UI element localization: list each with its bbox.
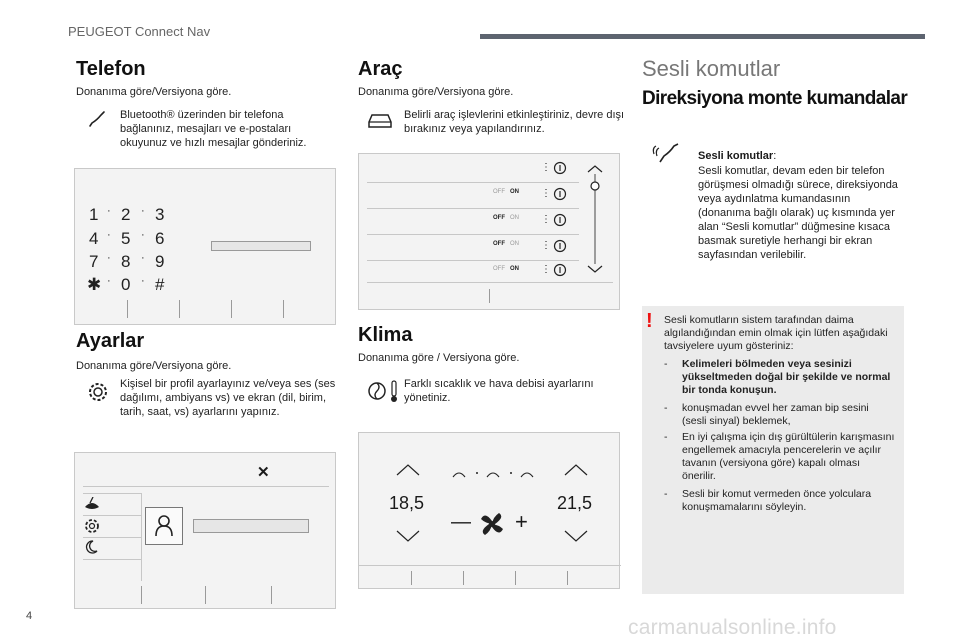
- divider: [83, 493, 141, 494]
- key-8[interactable]: 8: [121, 252, 131, 271]
- note-bullet-3: En iyi çalışma için dış gürültülerin karışmasını engellemek amacıyla pencerelerin ve açılır tavanın (versiyona göre) kapalı olması önerilir.: [682, 431, 895, 482]
- off-label: OFF: [493, 266, 505, 272]
- key-0[interactable]: 0: [121, 275, 131, 294]
- divider: [141, 493, 142, 581]
- more-options-icon[interactable]: ⋮: [541, 162, 551, 173]
- sesli-desc-title: Sesli komutlar:: [698, 150, 777, 162]
- system-settings-icon[interactable]: [83, 517, 103, 535]
- off-label: OFF: [493, 215, 505, 221]
- tab-divider: [489, 289, 490, 303]
- klima-desc: Farklı sıcaklık ve hava debisi ayarlarını yönetiniz.: [404, 378, 594, 404]
- info-icon[interactable]: [553, 213, 567, 227]
- telefon-title: Telefon: [76, 58, 146, 80]
- klima-subtitle: Donanıma göre / Versiyona göre.: [358, 352, 520, 364]
- temp-right-down-icon[interactable]: [563, 529, 589, 543]
- temp-right-up-icon[interactable]: [563, 463, 589, 477]
- key-2[interactable]: 2: [121, 205, 131, 224]
- tab-divider: [271, 586, 272, 604]
- telefon-desc: Bluetooth® üzerinden bir telefona bağlanınız, mesajları ve e-postaları okuyunuz ve hızlı mesajlar gönderiniz.: [120, 109, 307, 149]
- ayarlar-title: Ayarlar: [76, 330, 145, 352]
- divider: [367, 282, 613, 283]
- gear-icon: [86, 380, 110, 404]
- off-label: OFF: [493, 241, 505, 247]
- info-icon[interactable]: [553, 263, 567, 277]
- scrollbar[interactable]: [585, 164, 605, 274]
- key-sep: ·: [141, 229, 145, 241]
- key-sep: ·: [107, 205, 111, 217]
- ayarlar-desc: Kişisel bir profil ayarlayınız ve/veya ses (ses dağılımı, ambiyans vs) ve ekran (dil, birim, tarih, saat, vs) ayarlarını yapınız.: [120, 378, 336, 418]
- telefon-subtitle: Donanıma göre/Versiyona göre.: [76, 86, 232, 98]
- arac-desc: Belirli araç işlevlerini etkinleştiriniz, devre dışı bırakınız veya yapılandırınız.: [404, 109, 625, 135]
- airflow-icons[interactable]: [447, 463, 543, 483]
- divider: [367, 182, 579, 183]
- bullet-dash: -: [664, 402, 668, 414]
- fan-icon: [477, 509, 507, 539]
- phone-icon: [86, 108, 108, 130]
- fan-increase-button[interactable]: +: [515, 509, 528, 534]
- key-5[interactable]: 5: [121, 229, 131, 248]
- divider: [367, 234, 579, 235]
- key-1[interactable]: 1: [89, 205, 99, 224]
- off-label: OFF: [493, 189, 505, 195]
- on-label: ON: [510, 189, 520, 195]
- climate-icon: [366, 378, 400, 404]
- toggle-4[interactable]: [493, 266, 519, 272]
- note-intro: Sesli komutların sistem tarafından daima algılandığından emin olmak için lütfen aşağıdaki tavsiyelere uyum gösteriniz:: [664, 314, 888, 352]
- toggle-3[interactable]: [493, 241, 519, 247]
- on-label: ON: [510, 266, 520, 272]
- key-7[interactable]: 7: [89, 252, 99, 271]
- warning-icon: !: [646, 310, 653, 332]
- key-sep: ·: [107, 229, 111, 241]
- key-sep: ·: [107, 252, 111, 264]
- divider: [359, 565, 621, 566]
- divider: [367, 208, 579, 209]
- tab-divider: [515, 571, 516, 585]
- watermark: carmanualsonline.info: [628, 616, 837, 639]
- divider: [367, 260, 579, 261]
- page-header-title: PEUGEOT Connect Nav: [68, 24, 211, 39]
- audio-settings-icon[interactable]: [83, 497, 101, 513]
- arac-screen: [358, 153, 620, 310]
- key-9[interactable]: 9: [155, 252, 165, 271]
- tab-divider: [463, 571, 464, 585]
- fan-decrease-button[interactable]: —: [451, 511, 471, 533]
- bullet-dash: -: [664, 431, 668, 443]
- key-sep: ·: [107, 275, 111, 287]
- key-sep: ·: [141, 252, 145, 264]
- ayarlar-subtitle: Donanıma göre/Versiyona göre.: [76, 360, 232, 372]
- profile-button[interactable]: [145, 507, 183, 545]
- profile-name-field[interactable]: [193, 519, 309, 533]
- more-options-icon[interactable]: ⋮: [541, 188, 551, 199]
- divider: [83, 486, 329, 487]
- arac-title: Araç: [358, 58, 403, 80]
- tab-divider: [231, 300, 232, 318]
- toggle-2[interactable]: [493, 215, 519, 221]
- klima-screen: [358, 432, 620, 589]
- note-bullet-2: konuşmadan evvel her zaman bip sesini (sesli sinyal) beklemek,: [682, 402, 869, 427]
- page-number: 4: [26, 610, 33, 622]
- tab-divider: [205, 586, 206, 604]
- bullet-dash: -: [664, 358, 668, 370]
- telefon-screen: [74, 168, 336, 325]
- key-sep: ·: [141, 275, 145, 287]
- voice-command-icon: [650, 142, 684, 166]
- klima-title: Klima: [358, 324, 413, 346]
- key-3[interactable]: 3: [155, 205, 165, 224]
- more-options-icon[interactable]: ⋮: [541, 214, 551, 225]
- tab-divider: [127, 300, 128, 318]
- car-icon: [366, 110, 394, 130]
- info-icon[interactable]: [553, 161, 567, 175]
- temp-left-down-icon[interactable]: [395, 529, 421, 543]
- on-label: ON: [510, 241, 520, 247]
- key-star[interactable]: ✱: [87, 275, 102, 294]
- info-icon[interactable]: [553, 187, 567, 201]
- user-profile-icon: [146, 508, 182, 544]
- tab-divider: [179, 300, 180, 318]
- key-4[interactable]: 4: [89, 229, 99, 248]
- sesli-subtitle: Direksiyona monte kumandalar: [642, 88, 908, 109]
- divider: [83, 515, 141, 516]
- toggle-1[interactable]: [493, 189, 519, 195]
- temp-right-value: 21,5: [557, 493, 593, 513]
- header-bar: [480, 34, 925, 39]
- on-label: ON: [510, 215, 520, 221]
- note-bullet-1: Kelimeleri bölmeden veya sesinizi yükseltmeden doğal bir şekilde ve normal bir tonda konuşun.: [682, 358, 891, 396]
- more-options-icon[interactable]: ⋮: [541, 240, 551, 251]
- sesli-desc-body: Sesli komutlar, devam eden bir telefon görüşmesi olmadığı sürece, direksiyonda veya aydınlatma kumandasının (donanıma bağlı olarak) uç kısmında yer alan “Sesli komutlar” düğmesine kısaca basmak suretiyle herhangi bir ekran sayfasından verilebilir.: [698, 165, 898, 261]
- divider: [83, 559, 141, 560]
- temp-left-up-icon[interactable]: [395, 463, 421, 477]
- tab-divider: [411, 571, 412, 585]
- key-6[interactable]: 6: [155, 229, 165, 248]
- tab-divider: [567, 571, 568, 585]
- sesli-desc-title-text: Sesli komutlar: [698, 150, 774, 162]
- key-sep: ·: [141, 205, 145, 217]
- key-hash[interactable]: #: [155, 275, 165, 294]
- bullet-dash: -: [664, 488, 668, 500]
- number-input[interactable]: [211, 241, 311, 251]
- night-mode-icon[interactable]: [83, 539, 99, 555]
- info-icon[interactable]: [553, 239, 567, 253]
- tab-divider: [283, 300, 284, 318]
- more-options-icon[interactable]: ⋮: [541, 264, 551, 275]
- close-icon[interactable]: ✕: [257, 464, 270, 481]
- tab-divider: [141, 586, 142, 604]
- note-box: [642, 306, 904, 594]
- temp-left-value: 18,5: [389, 493, 425, 513]
- arac-subtitle: Donanıma göre/Versiyona göre.: [358, 86, 514, 98]
- sesli-title: Sesli komutlar: [642, 56, 781, 81]
- ayarlar-screen: [74, 452, 336, 609]
- divider: [83, 537, 141, 538]
- note-bullet-4: Sesli bir komut vermeden önce yolculara konuşmamalarını söyleyin.: [682, 488, 872, 513]
